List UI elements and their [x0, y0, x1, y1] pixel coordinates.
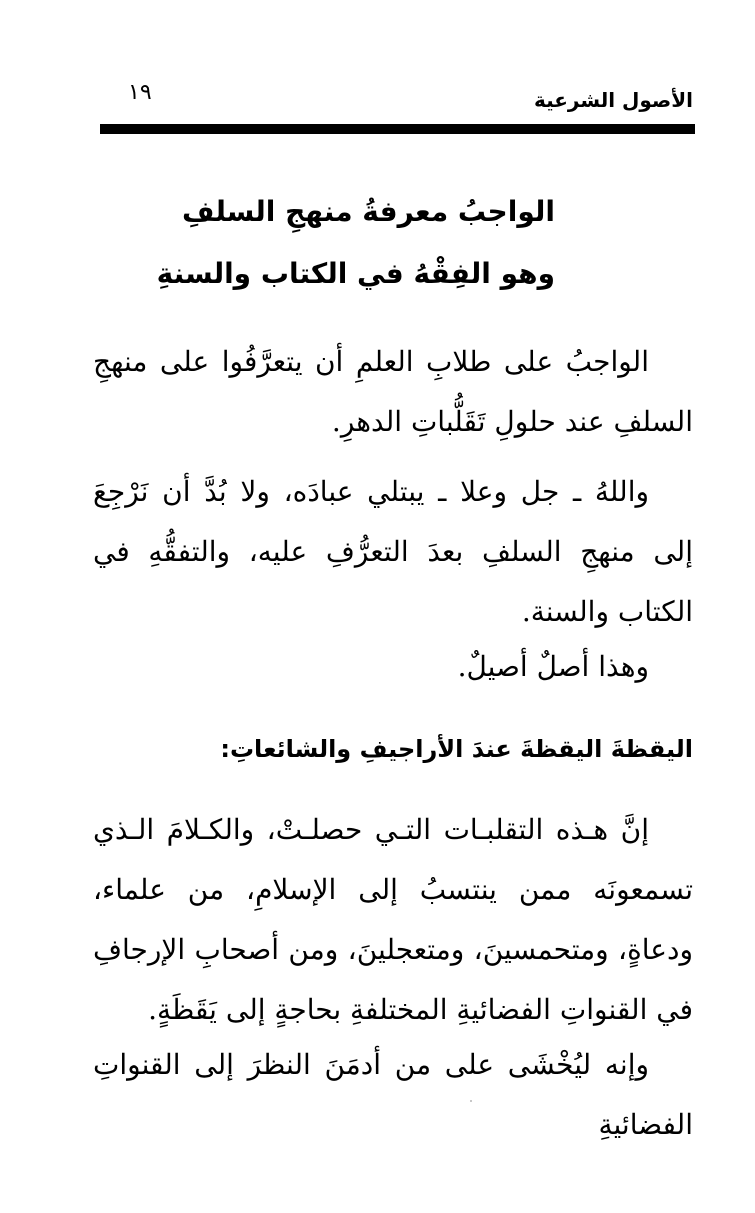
- section-heading-line-2: وهو الفِقْهُ في الكتاب والسنةِ: [156, 257, 555, 290]
- paragraph-5: وإنه ليُخْشَى على من أدمَنَ النظرَ إلى القنواتِ الفضائيةِ: [93, 1048, 693, 1141]
- paragraph-3: وهذا أصلٌ أصيلٌ.: [457, 650, 649, 683]
- page-number: ١٩: [128, 80, 152, 105]
- paragraph-1: الواجبُ على طلابِ العلمِ أن يتعرَّفُوا على منهجِ السلفِ عند حلولِ تَقَلُّباتِ الدهرِ.: [93, 345, 693, 438]
- paragraph-4: إنَّ هـذه التقلبـات التـي حصلـتْ، والكـلامَ الـذي تسمعونَه ممن ينتسبُ إلى الإسلامِ، من علماء، ودعاةٍ، ومتحمسينَ، ومتعجلينَ، ومن أصحابِ الإرجافِ في القنواتِ الفضائيةِ المختلفةِ بحاجةٍ إلى يَقَظَةٍ.: [93, 813, 693, 1026]
- paragraph-2: واللهُ ـ جل وعلا ـ يبتلي عبادَه، ولا بُدَّ أن نَرْجِعَ إلى منهجِ السلفِ بعدَ التعرُّفِ عليه، والتفقُّهِ في الكتاب والسنة.: [93, 475, 693, 628]
- header-rule: [100, 124, 695, 134]
- section-heading-line-1: الواجبُ معرفةُ منهجِ السلفِ: [181, 195, 555, 228]
- scan-speck: [470, 1100, 472, 1102]
- running-header-title: الأصول الشرعية: [533, 88, 693, 112]
- subsection-heading: اليقظةَ اليقظةَ عندَ الأراجيفِ والشائعاتِ:: [220, 735, 693, 763]
